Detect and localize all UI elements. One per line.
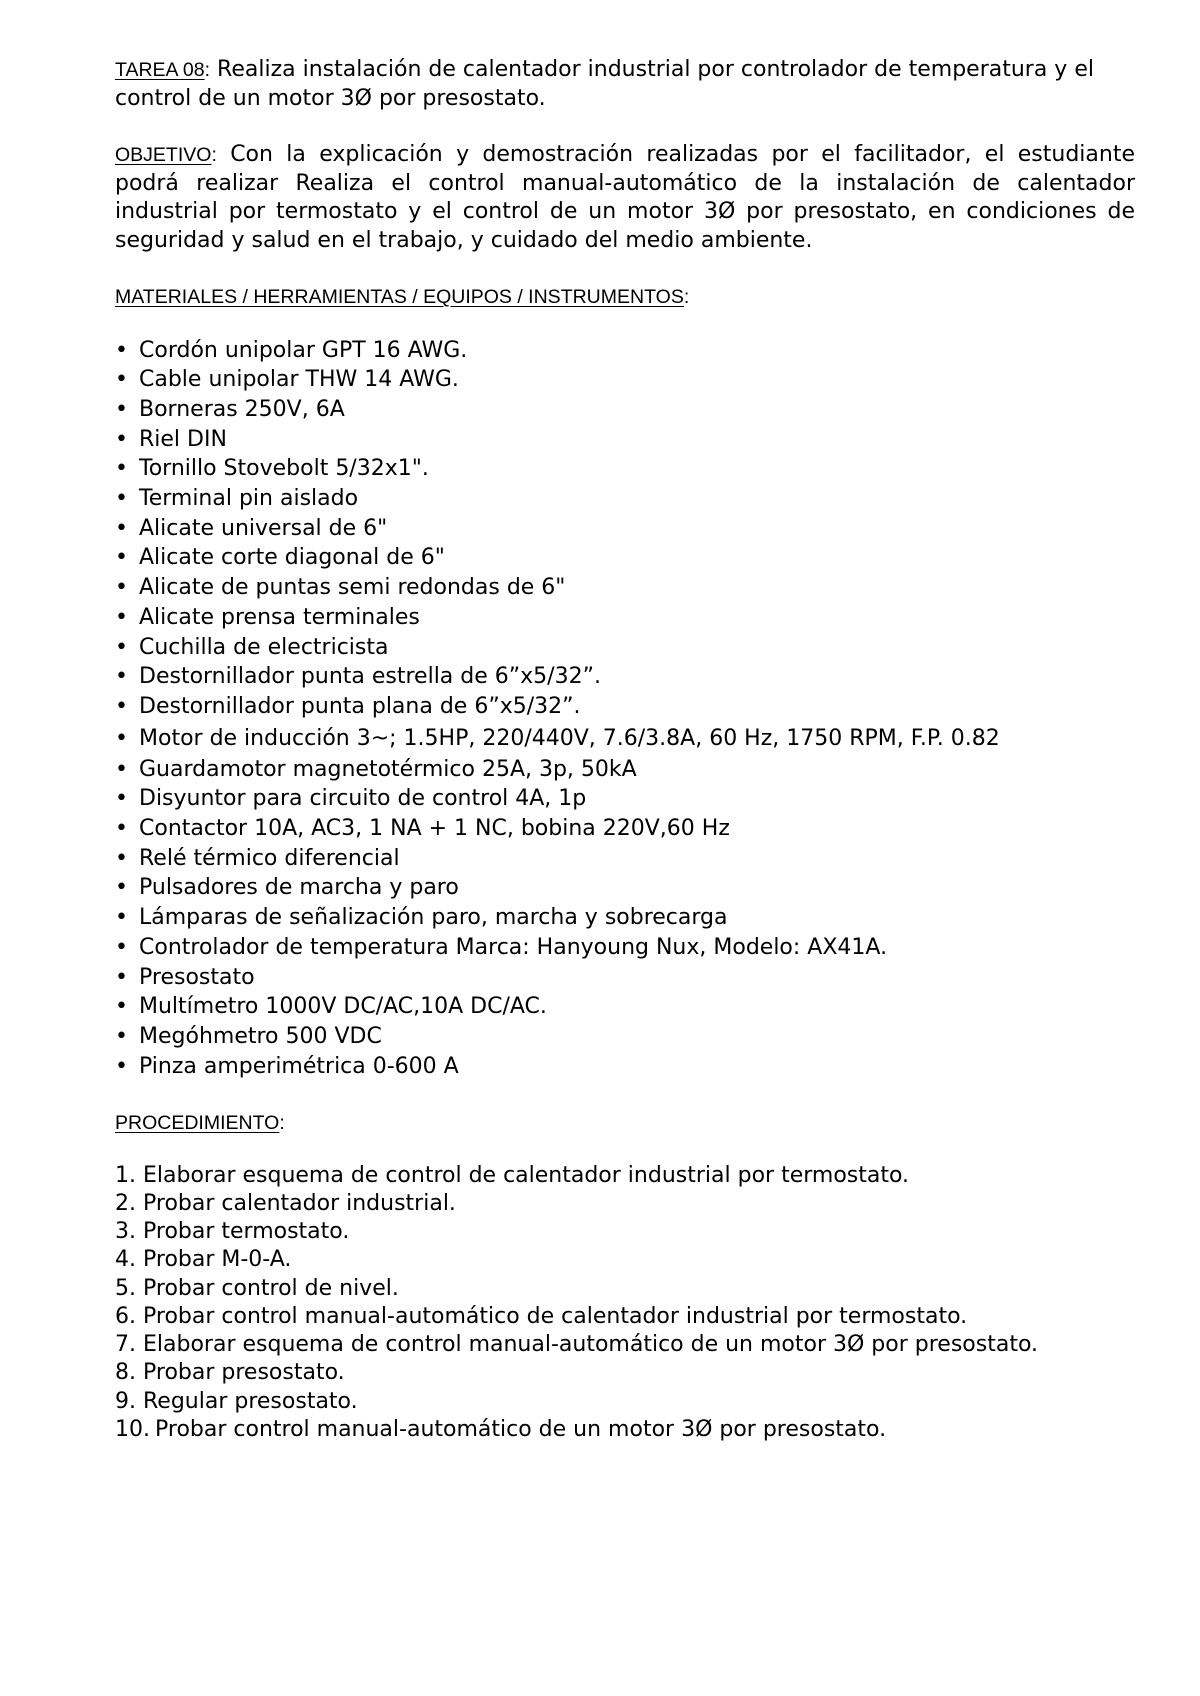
material-item: Pinza amperimétrica 0-600 A [139,1053,459,1079]
list-item [115,425,1135,455]
step-text: Elaborar esquema de control de calentador industrial por termostato. [143,1162,910,1188]
material-item: Pulsadores de marcha y paro [139,875,459,901]
objetivo-text: Con la explicación y demostración realizadas por el facilitador, el estudiante podrá realizar Realiza el control manual-automático de la instalación de calentador industrial por termostato y el control de un motor 3Ø por presostato, en condiciones de seguridad y salud en el trabajo, y cuidado del medio ambiente. [115,142,1135,253]
material-item: Alicate corte diagonal de 6" [139,545,445,571]
bullet-icon: • [115,725,128,751]
bullet-icon: • [115,634,128,660]
list-item [115,484,1135,514]
list-item [115,963,1135,993]
procedure-steps [115,1162,1135,1444]
bullet-icon: • [115,816,128,842]
objetivo-label: OBJETIVO [115,144,212,166]
material-item: Contactor 10A, AC3, 1 NA + 1 NC, bobina 220V,60 Hz [139,816,730,842]
list-item [115,722,1135,755]
bullet-icon: • [115,875,128,901]
step-number: 10. [115,1416,150,1442]
step-text: Probar calentador industrial. [143,1191,456,1217]
material-item: Guardamotor magnetotérmico 25A, 3p, 50kA [139,756,637,782]
bullet-icon: • [115,486,128,512]
step-number: 5. [115,1275,136,1301]
list-item [115,543,1135,573]
material-item: Megóhmetro 500 VDC [139,1023,382,1049]
bullet-icon: • [115,994,128,1020]
procedure-step [115,1388,1135,1416]
procedure-step [115,1331,1135,1359]
bullet-icon: • [115,905,128,931]
bullet-icon: • [115,367,128,393]
list-item [115,933,1135,963]
list-item [115,454,1135,484]
bullet-icon: • [115,396,128,422]
bullet-icon: • [115,604,128,630]
material-item: Alicate prensa terminales [139,604,420,630]
step-text: Probar control manual-automático de un motor 3Ø por presostato. [155,1416,887,1442]
list-item [115,784,1135,814]
materiales-heading: MATERIALES / HERRAMIENTAS / EQUIPOS / INSTRUMENTOS [115,286,684,308]
material-item: Destornillador punta plana de 6”x5/32”. [139,693,581,719]
procedure-step [115,1246,1135,1274]
bullet-icon: • [115,1023,128,1049]
bullet-icon: • [115,693,128,719]
material-item: Relé térmico diferencial [139,845,400,871]
material-item: Cuchilla de electricista [139,634,389,660]
list-item [115,662,1135,692]
list-item [115,365,1135,395]
bullet-icon: • [115,337,128,363]
list-item [115,514,1135,544]
material-item: Destornillador punta estrella de 6”x5/32”. [139,664,601,690]
procedure-step [115,1359,1135,1387]
material-item: Multímetro 1000V DC/AC,10A DC/AC. [139,994,547,1020]
materials-list [115,336,1135,1082]
procedure-step [115,1162,1135,1190]
bullet-icon: • [115,515,128,541]
procedure-step [115,1218,1135,1246]
objetivo-paragraph [115,141,1135,255]
list-item [115,633,1135,663]
material-item: Alicate de puntas semi redondas de 6" [139,575,566,601]
step-text: Probar control de nivel. [143,1275,399,1301]
tarea-label: TAREA 08 [115,59,205,81]
step-text: Probar presostato. [143,1360,345,1386]
list-item [115,755,1135,785]
procedimiento-colon: : [279,1112,285,1135]
procedure-step [115,1416,1135,1444]
material-item: Motor de inducción 3~; 1.5HP, 220/440V, 7.6/3.8A, 60 Hz, 1750 RPM, F.P. 0.82 [139,725,1000,751]
material-item: Tornillo Stovebolt 5/32x1". [139,456,429,482]
spacer [115,255,1135,283]
list-item [115,814,1135,844]
list-item [115,573,1135,603]
material-item: Lámparas de señalización paro, marcha y sobrecarga [139,905,728,931]
tarea-paragraph [115,56,1135,113]
list-item [115,873,1135,903]
procedimiento-heading-line [115,1109,1135,1138]
bullet-icon: • [115,934,128,960]
list-item [115,992,1135,1022]
procedure-step [115,1190,1135,1218]
material-item: Disyuntor para circuito de control 4A, 1p [139,786,587,812]
step-number: 8. [115,1360,136,1386]
material-item: Cordón unipolar GPT 16 AWG. [139,337,468,363]
spacer [115,1081,1135,1109]
bullet-icon: • [115,575,128,601]
procedure-step [115,1275,1135,1303]
step-number: 7. [115,1332,136,1358]
step-text: Probar termostato. [143,1219,350,1245]
list-item [115,844,1135,874]
bullet-icon: • [115,786,128,812]
bullet-icon: • [115,964,128,990]
material-item: Cable unipolar THW 14 AWG. [139,367,459,393]
bullet-icon: • [115,1053,128,1079]
list-item [115,692,1135,722]
step-text: Probar M-0-A. [143,1247,292,1273]
bullet-icon: • [115,426,128,452]
step-number: 6. [115,1303,136,1329]
material-item: Riel DIN [139,426,227,452]
bullet-icon: • [115,756,128,782]
procedure-step [115,1303,1135,1331]
list-item [115,395,1135,425]
step-number: 1. [115,1162,136,1188]
step-number: 9. [115,1388,136,1414]
list-item [115,903,1135,933]
spacer [115,312,1135,336]
material-item: Borneras 250V, 6A [139,396,345,422]
objetivo-colon: : [211,144,217,166]
step-text: Elaborar esquema de control manual-automático de un motor 3Ø por presostato. [143,1332,1039,1358]
materiales-heading-line [115,283,1135,312]
step-text: Regular presostato. [143,1388,358,1414]
list-item [115,1022,1135,1052]
bullet-icon: • [115,664,128,690]
material-item: Presostato [139,964,255,990]
materiales-colon: : [683,286,690,308]
step-number: 3. [115,1219,136,1245]
tarea-text: Realiza instalación de calentador industrial por controlador de temperatura y el control de un motor 3Ø por presostato. [115,57,1094,111]
list-item [115,603,1135,633]
step-number: 4. [115,1247,136,1273]
bullet-icon: • [115,545,128,571]
procedimiento-heading: PROCEDIMIENTO [115,1112,280,1135]
document-page [115,56,1135,1444]
spacer [115,113,1135,141]
step-text: Probar control manual-automático de calentador industrial por termostato. [143,1303,968,1329]
material-item: Terminal pin aislado [139,486,359,512]
spacer [115,1138,1135,1162]
material-item: Controlador de temperatura Marca: Hanyoung Nux, Modelo: AX41A. [139,934,888,960]
list-item [115,1052,1135,1082]
bullet-icon: • [115,456,128,482]
material-item: Alicate universal de 6" [139,515,388,541]
tarea-colon: : [204,59,211,81]
bullet-icon: • [115,845,128,871]
list-item [115,336,1135,366]
step-number: 2. [115,1191,136,1217]
